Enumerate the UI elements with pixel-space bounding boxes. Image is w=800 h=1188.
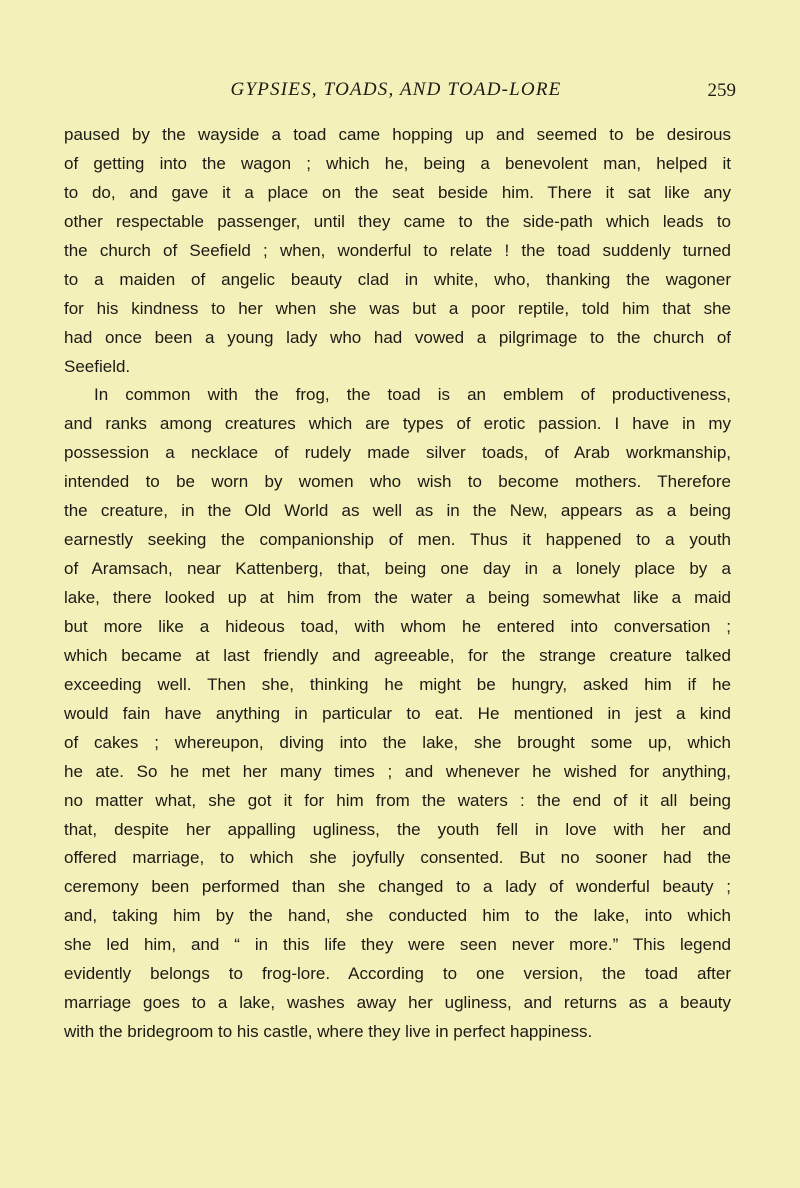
paragraph-end-line: with the bridegroom to his castle, where they live in perfect happiness. — [64, 1022, 593, 1042]
text-line: marriage goes to a lake, washes away her ugliness, and returns as a beauty — [64, 993, 731, 1013]
text-line: would fain have anything in particular to eat. He mentioned in jest a kind — [64, 703, 731, 723]
text-line: to a maiden of angelic beauty clad in white, who, thanking the wagoner — [64, 269, 731, 289]
text-line: he ate. So he met her many times ; and whenever he wished for anything, — [64, 761, 731, 781]
text-line: offered marriage, to which she joyfully consented. But no sooner had the — [64, 848, 731, 868]
text-line: for his kindness to her when she was but a poor reptile, told him that she — [64, 298, 731, 318]
text-line: and, taking him by the hand, she conducted him to the lake, into which — [64, 906, 731, 926]
running-head — [64, 78, 736, 108]
body-text — [64, 121, 731, 1047]
text-line: of Aramsach, near Kattenberg, that, being one day in a lonely place by a — [64, 559, 731, 579]
text-line: earnestly seeking the companionship of men. Thus it happened to a youth — [64, 530, 731, 550]
running-title: GYPSIES, TOADS, AND TOAD-LORE — [230, 79, 562, 100]
text-line: of cakes ; whereupon, diving into the lake, she brought some up, which — [64, 732, 731, 752]
text-line: the creature, in the Old World as well as in the New, appears as a being — [64, 501, 731, 521]
text-line: the church of Seefield ; when, wonderful to relate ! the toad suddenly turned — [64, 240, 731, 260]
text-line: lake, there looked up at him from the water a being somewhat like a maid — [64, 588, 731, 607]
text-line: no matter what, she got it for him from the waters : the end of it all being — [64, 790, 731, 810]
text-line: but more like a hideous toad, with whom he entered into conversation ; — [64, 616, 731, 636]
text-line: to do, and gave it a place on the seat beside him. There it sat like any — [64, 182, 731, 202]
text-line: of getting into the wagon ; which he, being a benevolent man, helped it — [64, 153, 731, 173]
text-line: which became at last friendly and agreeable, for the strange creature talked — [64, 645, 731, 665]
text-line: exceeding well. Then she, thinking he might be hungry, asked him if he — [64, 674, 731, 694]
page-number: 259 — [707, 80, 736, 101]
text-line: ceremony been performed than she changed to a lady of wonderful beauty ; — [64, 877, 731, 897]
text-line: that, despite her appalling ugliness, the youth fell in love with her and — [64, 819, 731, 839]
text-line: paused by the wayside a toad came hopping up and seemed to be desirous — [64, 125, 731, 144]
text-line: other respectable passenger, until they came to the side-path which leads to — [64, 211, 731, 231]
text-line: possession a necklace of rudely made silver toads, of Arab workmanship, — [64, 443, 731, 463]
text-line: had once been a young lady who had vowed a pilgrimage to the church of — [64, 327, 731, 347]
text-line: intended to be worn by women who wish to become mothers. Therefore — [64, 472, 731, 492]
paragraph-end-line: Seefield. — [64, 356, 131, 376]
text-line: and ranks among creatures which are types of erotic passion. I have in my — [64, 414, 731, 434]
paragraph-first-line: In common with the frog, the toad is an emblem of productiveness, — [94, 385, 731, 405]
text-line: she led him, and “ in this life they were seen never more.” This legend — [64, 935, 731, 955]
text-line: evidently belongs to frog-lore. According to one version, the toad after — [64, 964, 731, 984]
